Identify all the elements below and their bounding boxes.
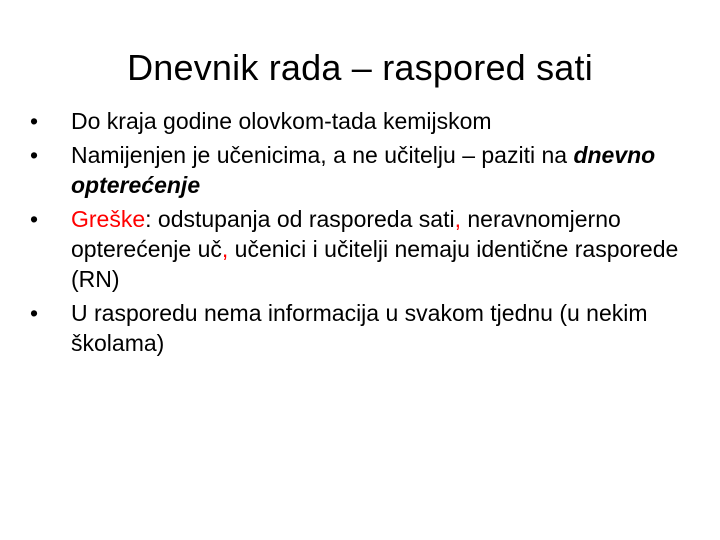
bullet-text: U rasporedu nema informacija u svakom tjednu (u nekim školama)	[71, 300, 648, 356]
errors-label: Greške	[71, 206, 146, 232]
bullet-item-2	[30, 140, 700, 200]
bullet-icon: •	[30, 142, 39, 168]
slide-title: Dnevnik rada – raspored sati	[127, 47, 593, 88]
bullet-icon: •	[30, 206, 39, 232]
bullet-icon: •	[30, 300, 39, 326]
red-comma: ,	[454, 206, 461, 232]
emphasized-text: dnevno opterećenje	[71, 142, 656, 198]
bullet-text: Namijenjen je učenicima, a ne učitelju – paziti na	[71, 142, 574, 168]
bullet-item-1	[30, 106, 700, 136]
bullet-list	[30, 106, 700, 362]
errors-text-part3: učenici i učitelji nemaju identične rasporede (RN)	[71, 236, 679, 292]
bullet-item-3	[30, 204, 700, 294]
errors-colon: :	[145, 206, 152, 232]
bullet-icon: •	[30, 108, 39, 134]
bullet-text: Do kraja godine olovkom-tada kemijskom	[71, 108, 492, 134]
errors-text-part2: neravnomjerno opterećenje uč	[71, 206, 621, 262]
red-comma: ,	[221, 236, 229, 262]
bullet-item-4	[30, 298, 700, 358]
errors-text-part1: odstupanja od rasporeda sati	[151, 206, 455, 232]
